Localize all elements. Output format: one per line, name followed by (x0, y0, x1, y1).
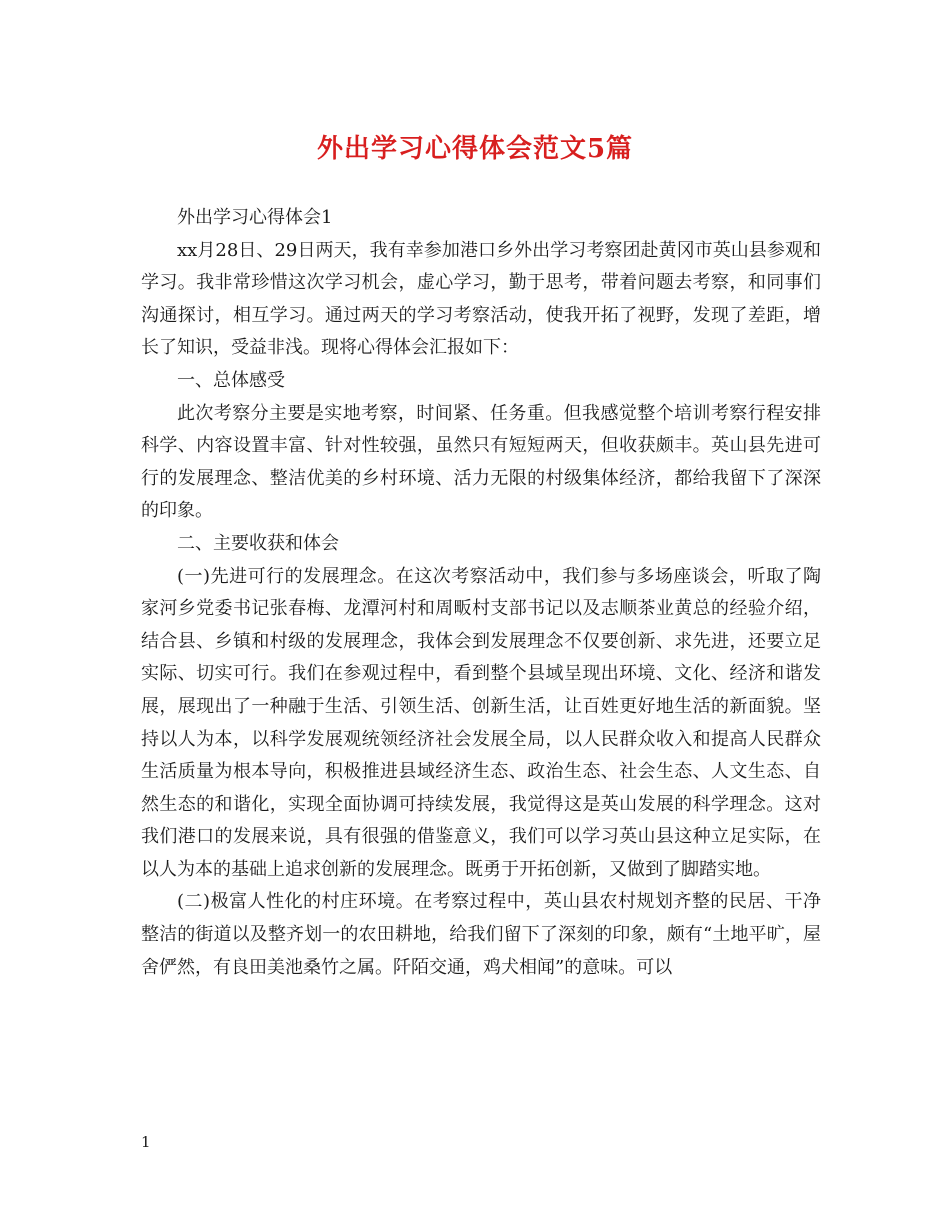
section-heading-1: 外出学习心得体会1 (177, 207, 333, 228)
intro-paragraph: xx月28日、29日两天，我有幸参加港口乡外出学习考察团赴黄冈市英山县参观和学习。我非常珍惜这次学习机会，虚心学习，勤于思考，带着问题去考察，和同事们沟通探讨，相互学习。通过两天的学习考察活动，使我开拓了视野，发现了差距，增长了知识，受益非浅。现将心得体会汇报如下： (141, 239, 821, 359)
document-title: 外出学习心得体会范文5篇 (316, 134, 634, 164)
gains-paragraph-1: (一)先进可行的发展理念。在这次考察活动中，我们参与多场座谈会，听取了陶家河乡党委书记张春梅、龙潭河村和周畈村支部书记以及志顺茶业黄总的经验介绍，结合县、乡镇和村级的发展理念，我体会到发展理念不仅要创新、求先进，还要立足实际、切实可行。我们在参观过程中，看到整个县域呈现出环境、文化、经济和谐发展，展现出了一种融于生活、引领生活、创新生活，让百姓更好地生活的新面貌。坚持以人为本，以科学发展观统领经济社会发展全局，以人民群众收入和提高人民群众生活质量为根本导向，积极推进县域经济生态、政治生态、社会生态、人文生态、自然生态的和谐化，实现全面协调可持续发展，我觉得这是英山发展的科学理念。这对我们港口的发展来说，具有很强的借鉴意义，我们可以学习英山县这种立足实际，在以人为本的基础上追求创新的发展理念。既勇于开拓创新，又做到了脚踏实地。 (141, 565, 821, 880)
gains-paragraph-2: (二)极富人性化的村庄环境。在考察过程中，英山县农村规划齐整的民居、干净整洁的街道以及整齐划一的农田耕地，给我们留下了深刻的印象，颇有“土地平旷，屋舍俨然，有良田美池桑竹之属。阡陌交通，鸡犬相闻”的意味。可以 (141, 891, 821, 978)
page-number: 1 (141, 1133, 151, 1151)
overall-paragraph: 此次考察分主要是实地考察，时间紧、任务重。但我感觉整个培训考察行程安排科学、内容设置丰富、针对性较强，虽然只有短短两天，但收获颇丰。英山县先进可行的发展理念、整洁优美的乡村环境、活力无限的村级集体经济，都给我留下了深深的印象。 (141, 402, 821, 522)
document-body (141, 202, 821, 984)
section-heading-overall: 一、总体感受 (177, 369, 285, 391)
section-heading-gains: 二、主要收获和体会 (177, 532, 339, 554)
